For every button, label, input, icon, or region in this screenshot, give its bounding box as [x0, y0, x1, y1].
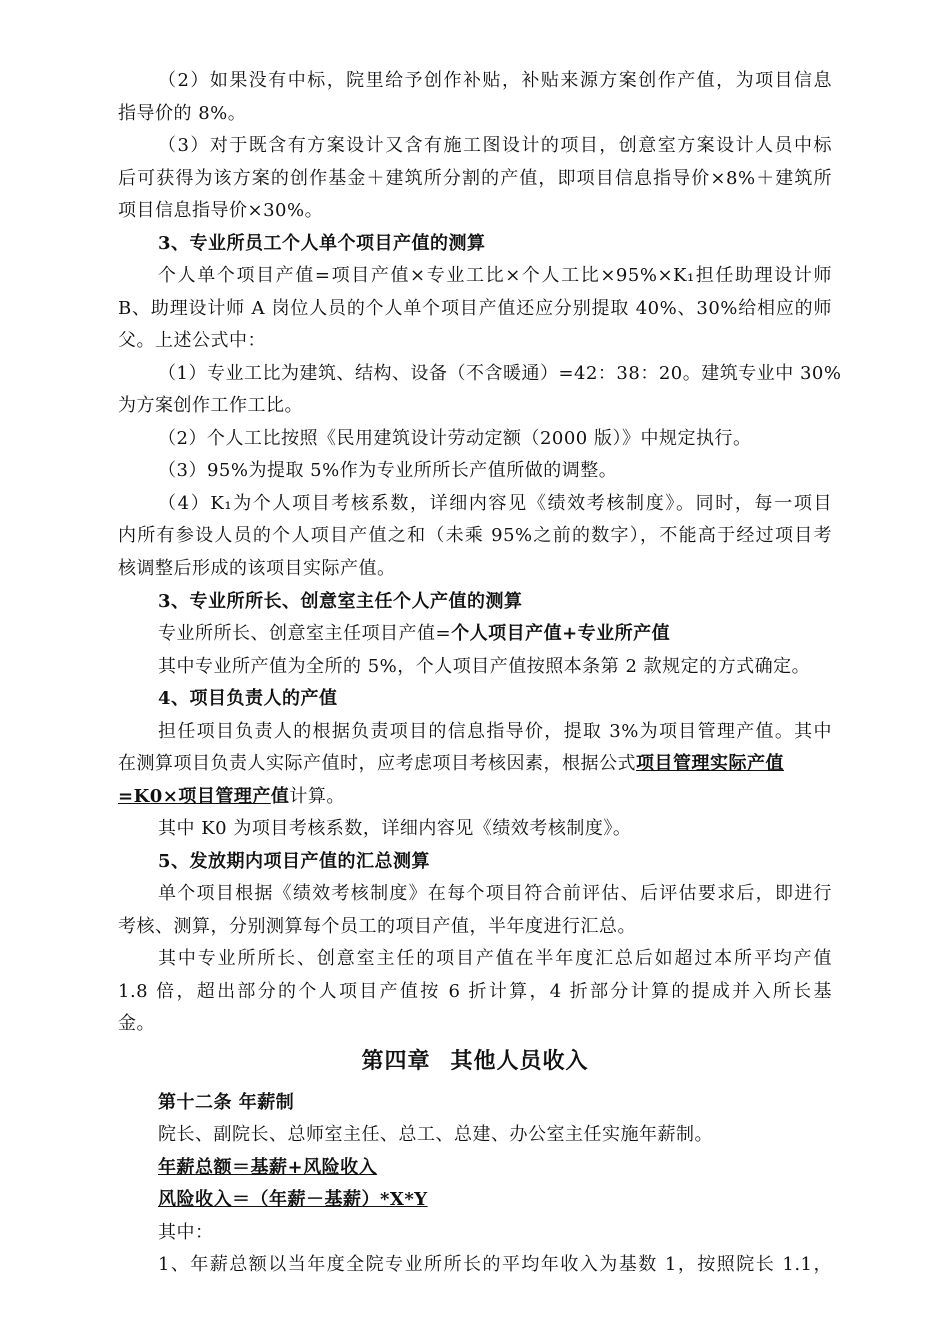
paragraph-line: 个人单个项目产值=项目产值×专业工比×个人工比×95%×K₁担任助理设计师: [158, 265, 832, 286]
paragraph-line: 金。: [118, 1013, 155, 1034]
paragraph-line: （1）专业工比为建筑、结构、设备（不含暖通）=42：38：20。建筑专业中 30%: [158, 363, 842, 384]
paragraph-line: 其中 K0 为项目考核系数，详细内容见《绩效考核制度》。: [158, 818, 632, 839]
formula-underlined: 项目管理实际产值: [636, 753, 784, 774]
paragraph-line: 其中专业所产值为全所的 5%，个人项目产值按照本条第 2 款规定的方式确定。: [158, 656, 811, 677]
paragraph-line: 为方案创作工作工比。: [118, 395, 303, 416]
paragraph-line: 院长、副院长、总师室主任、总工、总建、办公室主任实施年薪制。: [158, 1124, 713, 1145]
paragraph-line: 其中：: [158, 1222, 214, 1243]
section-heading: 5、发放期内项目产值的汇总测算: [158, 851, 431, 872]
paragraph-line: （2）如果没有中标，院里给予创作补贴，补贴来源方案创作产值，为项目信息: [158, 70, 832, 91]
paragraph-line: B、助理设计师 A 岗位人员的个人单个项目产值还应分别提取 40%、30%给相应的师: [118, 298, 832, 319]
formula-bold-tail: 值: [270, 786, 290, 807]
formula-underlined: =K0×项目管理产: [118, 786, 271, 807]
paragraph-line: [118, 782, 832, 812]
section-heading: 4、项目负责人的产值: [158, 688, 338, 709]
paragraph-line: 核调整后形成的该项目实际产值。: [118, 558, 396, 579]
paragraph-line: 1.8 倍，超出部分的个人项目产值按 6 折计算，4 折部分计算的提成并入所长基: [118, 981, 832, 1002]
paragraph-line: 项目信息指导价×30%。: [118, 200, 324, 221]
paragraph-text: 在测算项目负责人实际产值时，应考虑项目考核因素，根据公式: [118, 753, 636, 774]
section-heading: 3、专业所员工个人单个项目产值的测算: [158, 233, 486, 254]
paragraph-line: （2）个人工比按照《民用建筑设计劳动定额（2000 版）》中规定执行。: [158, 428, 752, 449]
formula-underlined: 年薪总额＝基薪+风险收入: [158, 1157, 378, 1178]
formula-bold: 个人项目产值+专业所产值: [451, 623, 671, 644]
chapter-heading: [0, 1044, 950, 1078]
paragraph-line: （4）K₁为个人项目考核系数，详细内容见《绩效考核制度》。同时，每一项目: [158, 493, 832, 514]
chapter-number: 第四章: [361, 1048, 431, 1074]
paragraph-line: 单个项目根据《绩效考核制度》在每个项目符合前评估、后评估要求后，即进行: [158, 883, 832, 904]
paragraph-line: 担任项目负责人的根据负责项目的信息指导价，提取 3%为项目管理产值。其中: [158, 721, 832, 742]
paragraph-line: [158, 619, 832, 649]
paragraph-line: 指导价的 8%。: [118, 103, 247, 124]
paragraph-text: 计算。: [289, 786, 345, 807]
chapter-title: 其他人员收入: [450, 1048, 589, 1074]
paragraph-line: 1、年薪总额以当年度全院专业所所长的平均年收入为基数 1，按照院长 1.1，: [158, 1254, 832, 1275]
paragraph-line: 父。上述公式中：: [118, 330, 266, 351]
section-heading: 3、专业所所长、创意室主任个人产值的测算: [158, 591, 523, 612]
paragraph-line: （3）95%为提取 5%作为专业所所长产值所做的调整。: [158, 460, 618, 481]
paragraph-line: 内所有参设人员的个人项目产值之和（未乘 95%之前的数字），不能高于经过项目考: [118, 525, 832, 546]
paragraph-line: [118, 749, 832, 779]
paragraph-line: 考核、测算，分别测算每个员工的项目产值，半年度进行汇总。: [118, 916, 636, 937]
paragraph-line: 后可获得为该方案的创作基金＋建筑所分割的产值，即项目信息指导价×8%＋建筑所: [118, 168, 832, 189]
paragraph-line: 其中专业所所长、创意室主任的项目产值在半年度汇总后如超过本所平均产值: [158, 948, 832, 969]
paragraph-line: （3）对于既含有方案设计又含有施工图设计的项目，创意室方案设计人员中标: [158, 135, 832, 156]
article-heading: 第十二条 年薪制: [158, 1092, 295, 1113]
formula-text: 专业所所长、创意室主任项目产值=: [158, 623, 452, 644]
formula-underlined: 风险收入＝（年薪－基薪）*X*Y: [158, 1189, 428, 1210]
